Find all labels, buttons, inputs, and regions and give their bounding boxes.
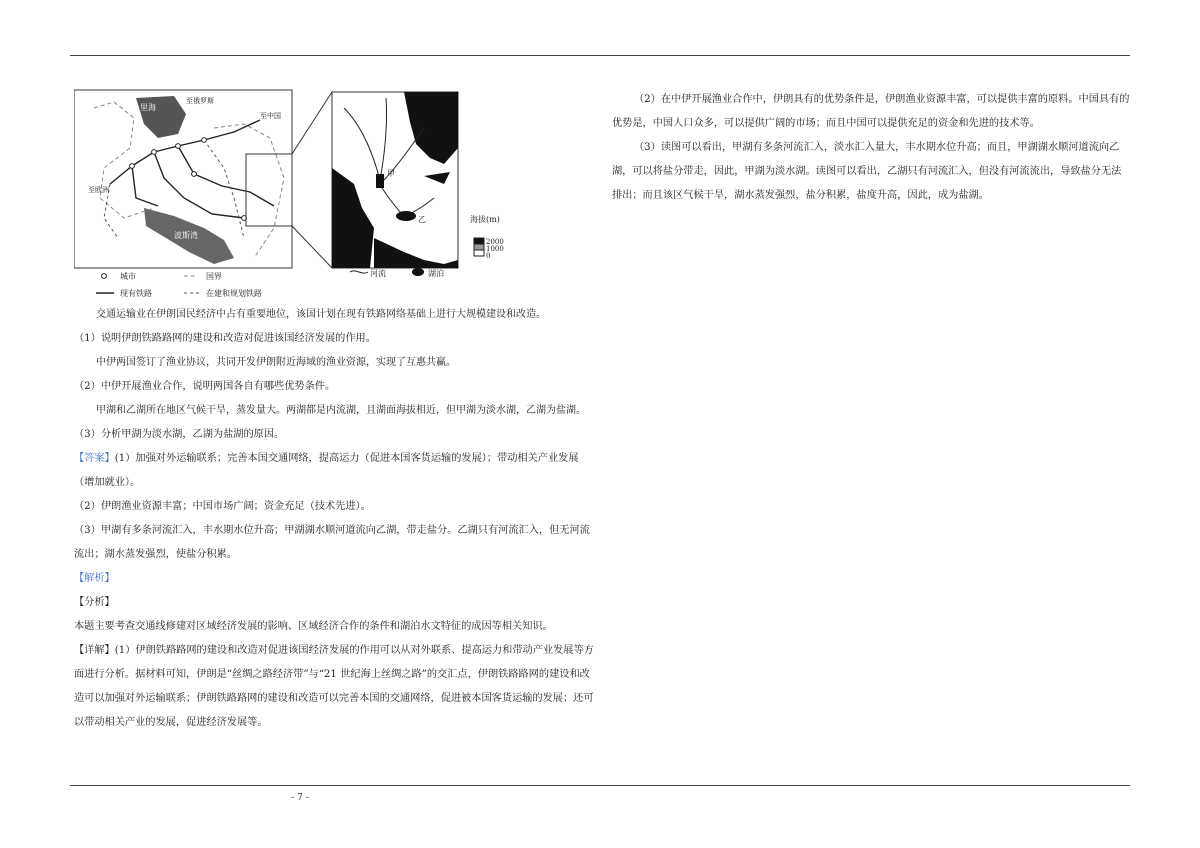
right-column: [612, 88, 1130, 208]
material-3: 甲湖和乙湖所在地区气候干旱，蒸发量大。两湖都是内流湖，且湖面海拔相近，但甲湖为淡水湖，乙湖为盐湖。: [96, 405, 586, 416]
label-to-europe: 至欧洲: [88, 186, 109, 194]
legend-existing-rail: 现有铁路: [120, 289, 152, 298]
map-svg: [74, 88, 594, 303]
lake-zoom-map: [332, 92, 504, 278]
legend-lake: 湖泊: [428, 269, 444, 278]
legend-elev-2000: 2000: [486, 238, 504, 246]
question-1: （1）说明伊朗铁路路网的建设和改造对促进该国经济发展的作用。: [74, 333, 376, 344]
footer-rule: [70, 785, 1130, 786]
question-3: （3）分析甲湖为淡水湖，乙湖为盐湖的原因。: [74, 429, 285, 440]
label-gulf: 波斯湾: [174, 231, 198, 240]
header-rule: [70, 55, 1130, 56]
label-to-moscow: 至俄罗斯: [186, 97, 214, 105]
label-lake-jia: 甲: [387, 169, 395, 178]
lake-jia: [376, 174, 384, 188]
answer-1-text: (1）加强对外运输联系；完善本国交通网络，提高运力（促进本国客货运输的发展）；带动相关产业发展（增加就业）。: [74, 453, 579, 488]
page-number: - 7 -: [291, 793, 309, 803]
left-column: [74, 88, 594, 735]
analysis-tag: 【解析】: [74, 573, 115, 584]
answer-1: [74, 447, 594, 495]
answer-3: （3）甲湖有多条河流汇入，丰水期水位升高；甲湖湖水顺河道流向乙湖，带走盐分。乙湖只有河流汇入，但无河流流出；湖水蒸发强烈，使盐分积累。: [74, 525, 590, 560]
iran-rail-map: [74, 90, 292, 298]
legend-elev-1000: 1000: [486, 245, 504, 253]
label-lake-yi: 乙: [418, 215, 426, 224]
label-caspian: 里海: [140, 103, 156, 112]
legend-river: 河流: [370, 269, 386, 278]
label-to-china: 至中国: [260, 112, 281, 120]
lake-yi: [396, 211, 416, 221]
legend-planned-rail: 在建和规划铁路: [206, 289, 262, 298]
material-2: 中伊两国签订了渔业协议，共同开发伊朗附近海域的渔业资源，实现了互惠共赢。: [96, 357, 456, 368]
legend-border: 国界: [206, 272, 222, 281]
intro-text: 交通运输业在伊朗国民经济中占有重要地位，该国计划在现有铁路网络基础上进行大规模建设和改造。: [96, 309, 546, 320]
detail-text: 【详解】(1）伊朗铁路路网的建设和改造对促进该国经济发展的作用可以从对外联系、提高运力和带动产业发展等方面进行分析。据材料可知，伊朗是“丝绸之路经济带”与“21 世纪海上丝绸之路”的交汇点，伊朗铁路路网的建设和改造可以加强对外运输联系；伊朗铁路路网的建设和改造可以完善本国的交通网络，促进被本国客货运输的发展；还可以带动相关产业的发展，促进经济发展等。: [74, 645, 594, 728]
legend-elev-0: 0: [486, 252, 491, 260]
fenxi-text: 本题主要考查交通线修建对区域经济发展的影响、区域经济合作的条件和湖泊水文特征的成因等相关知识。: [74, 621, 553, 632]
legend-elevation-title: 海拔(m): [470, 215, 500, 224]
question-2: （2）中伊开展渔业合作，说明两国各自有哪些优势条件。: [74, 381, 336, 392]
right-answer-3: （3）读图可以看出，甲湖有多条河流汇入，淡水汇入量大，丰水期水位升高；而且，甲湖湖水顺河道流向乙湖，可以将盐分带走，因此，甲湖为淡水湖。读图可以看出，乙湖只有河流汇入，但没有河流流出，导致盐分无法排出；而且该区气候干旱，湖水蒸发强烈，盐分积累，盐度升高，因此，成为盐湖。: [612, 142, 1122, 201]
fenxi-tag: 【分析】: [74, 597, 115, 608]
right-answer-2: （2）在中伊开展渔业合作中，伊朗具有的优势条件是，伊朗渔业资源丰富，可以提供丰富的原料。中国具有的优势是，中国人口众多，可以提供广阔的市场；而且中国可以提供充足的资金和先进的技术等。: [612, 94, 1130, 129]
answer-tag: 【答案】: [74, 453, 115, 464]
map-figure: [74, 88, 594, 303]
answer-2: （2）伊朗渔业资源丰富；中国市场广阔；资金充足（技术先进）。: [74, 501, 371, 512]
legend-city: 城市: [120, 272, 136, 281]
